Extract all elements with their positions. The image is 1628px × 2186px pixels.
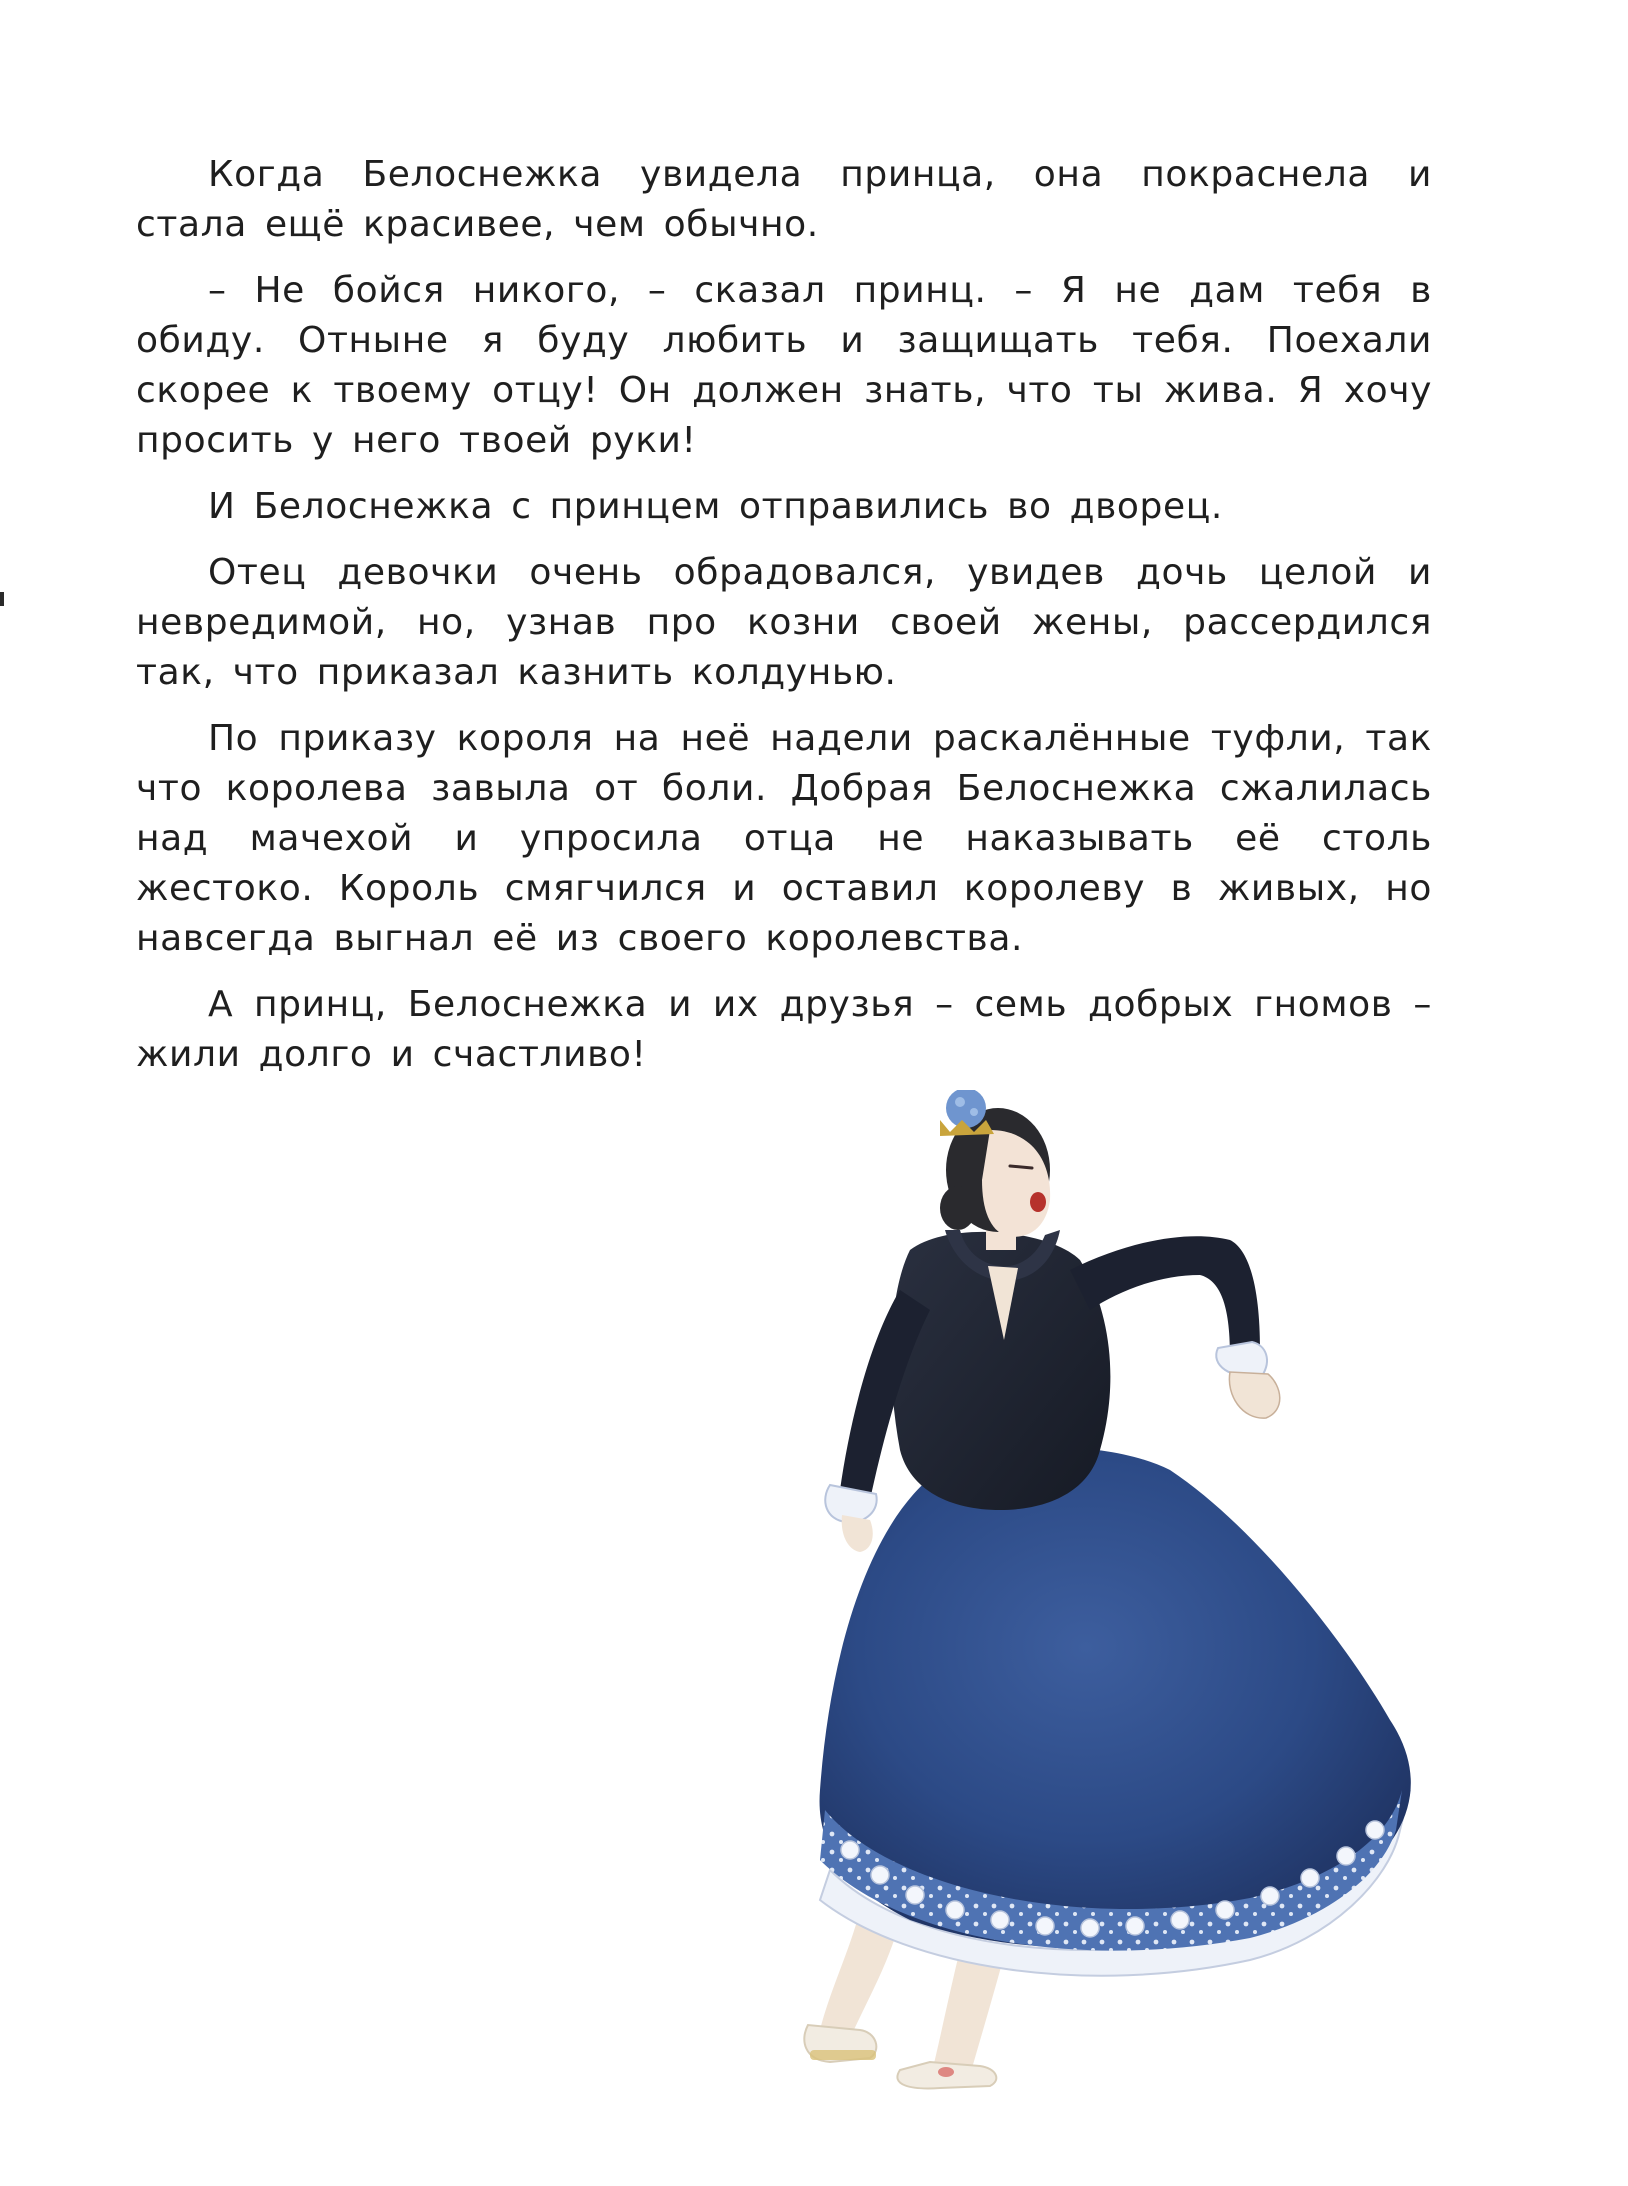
paragraph-2: – Не бойся никого, – сказал принц. – Я не дам тебя в обиду. Отныне я буду любить и защищать тебя. Поехали скорее к твоему отцу! Он должен знать, что ты жива. Я хочу просить у него твоей руки! xyxy=(136,270,1432,461)
scan-edge-mark xyxy=(0,592,4,606)
hair-bun xyxy=(940,1186,976,1230)
paragraph-3: И Белоснежка с принцем отправились во дворец. xyxy=(208,486,1223,527)
paragraph-1: Когда Белоснежка увидела принца, она покраснела и стала ещё красивее, чем обычно. xyxy=(136,154,1432,245)
paragraph-4: Отец девочки очень обрадовался, увидев дочь целой и невредимой, но, узнав про козни своей жены, рассердился так, что приказал казнить колдунью. xyxy=(136,552,1432,693)
queen-illustration xyxy=(790,1090,1450,2090)
paragraph-6: А принц, Белоснежка и их друзья – семь добрых гномов – жили долго и счастливо! xyxy=(136,984,1432,1075)
paragraph-5: По приказу короля на неё надели раскалённые туфли, так что королева завыла от боли. Добрая Белоснежка сжалилась над мачехой и упросила отца не наказывать её столь жестоко. Король смягчился и оставил королеву в живых, но навсегда выгнал её из своего королевства. xyxy=(136,718,1432,959)
front-leg xyxy=(897,1950,1005,2088)
open-mouth xyxy=(1030,1192,1046,1212)
story-text xyxy=(136,150,1432,1080)
